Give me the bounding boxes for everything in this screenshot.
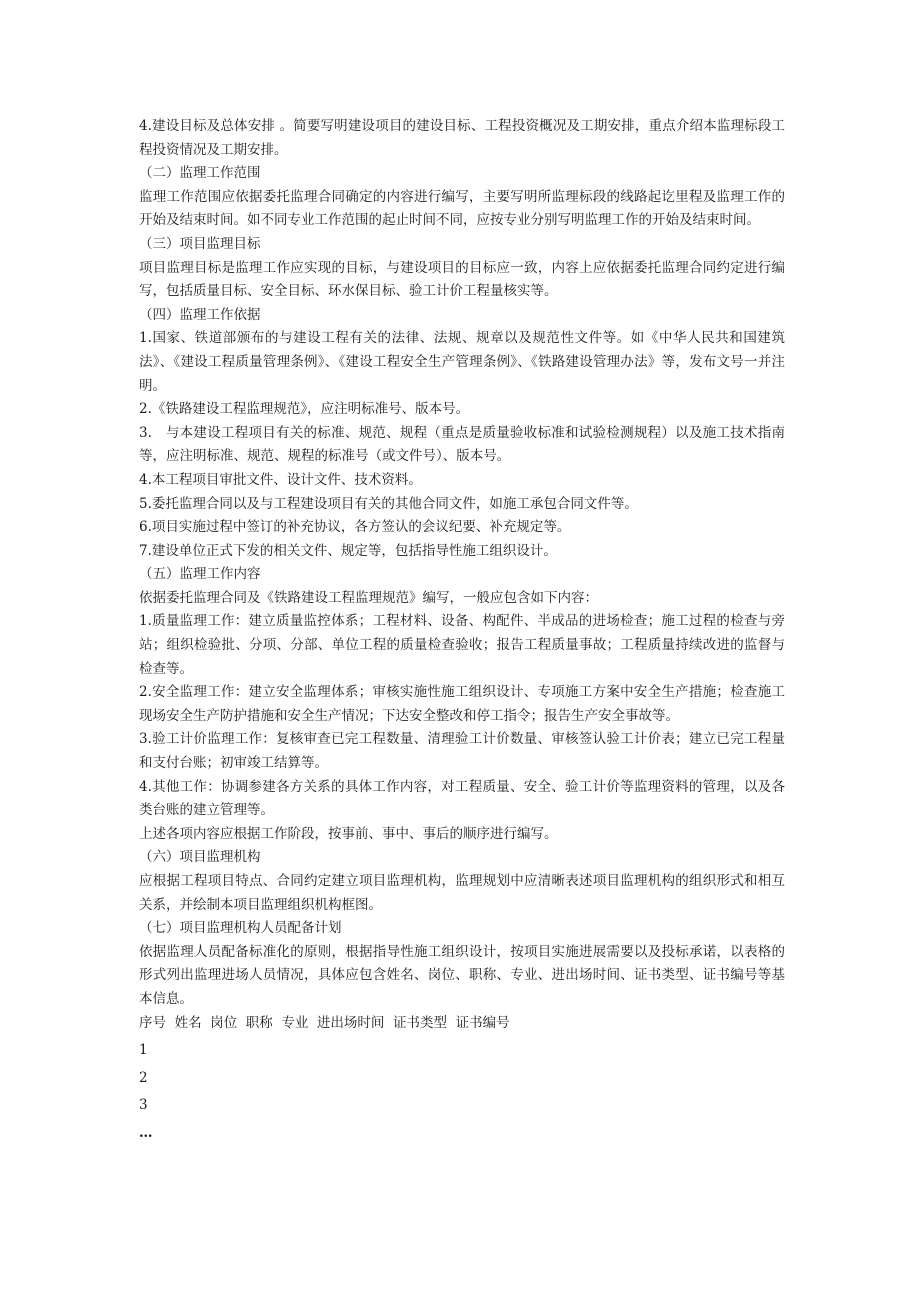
heading-scope: （二）监理工作范围 xyxy=(139,165,261,182)
heading-basis: （四）监理工作依据 xyxy=(139,306,261,323)
basis-item-2: 2.《铁路建设工程监理规范》，应注明标准号、版本号。 xyxy=(139,401,470,418)
content-item-quality: 1.质量监理工作：建立质量监控体系；工程材料、设备、构配件、半成品的进场检查；施工过程的检查与旁站；组织检验批、分项、分部、单位工程的质量检查验收；报告工程质量事故；工程质量持续改进的监督与检查等。 xyxy=(139,613,785,677)
basis-item-6: 6.项目实施过程中签订的补充协议，各方签认的会议纪要、补充规定等。 xyxy=(139,519,571,536)
paragraph-scope: 监理工作范围应依据委托监理合同确定的内容进行编写，主要写明所监理标段的线路起讫里程及监理工作的开始及结束时间。如不同专业工作范围的起止时间不同，应按专业分别写明监理工作的开始及结束时间。 xyxy=(139,188,785,229)
paragraph-organization: 应根据工程项目特点、合同约定建立项目监理机构，监理规划中应清晰表述项目监理机构的组织形式和相互关系，并绘制本项目监理组织机构框图。 xyxy=(139,873,785,913)
staff-table-row-ellipsis: … xyxy=(139,1124,152,1141)
paragraph-construction-goals: 4.建设目标及总体安排 。简要写明建设项目的建设目标、工程投资概况及工期安排，重点介绍本监理标段工程投资情况及工期安排。 xyxy=(139,118,785,158)
staff-table-row: 3 xyxy=(139,1097,148,1114)
content-item-safety: 2.安全监理工作：建立安全监理体系；审核实施性施工组织设计、专项施工方案中安全生产措施；检查施工现场安全生产防护措施和安全生产情况；下达安全整改和停工指令；报告生产安全事故等。 xyxy=(139,684,785,724)
staff-table-row: 2 xyxy=(139,1069,148,1086)
paragraph-objectives: 项目监理目标是监理工作应实现的目标，与建设项目的目标应一致，内容上应依据委托监理合同约定进行编写，包括质量目标、安全目标、环水保目标、验工计价工程量核实等。 xyxy=(139,259,785,300)
basis-item-1: 1.国家、铁道部颁布的与建设工程有关的法律、法规、规章以及规范性文件等。如《中华人民共和国建筑法》、《建设工程质量管理条例》、《建设工程安全生产管理条例》、《铁路建设管理办法》等，发布文号一并注明。 xyxy=(139,330,785,394)
heading-staffing: （七）项目监理机构人员配备计划 xyxy=(139,920,342,937)
basis-item-4: 4.本工程项目审批文件、设计文件、技术资料。 xyxy=(139,471,422,488)
heading-objectives: （三）项目监理目标 xyxy=(139,235,261,252)
paragraph-content-intro: 依据委托监理合同及《铁路建设工程监理规范》编写，一般应包含如下内容： xyxy=(139,589,598,606)
basis-item-3: 3. 与本建设工程项目有关的标准、规范、规程（重点是质量验收标准和试验检测规程）以及施工技术指南等，应注明标准、规范、规程的标准号（或文件号）、版本号。 xyxy=(139,424,785,465)
content-item-valuation: 3.验工计价监理工作：复核审查已完工程数量、清理验工计价数量、审核签认验工计价表；建立已完工程量和支付台账；初审竣工结算等。 xyxy=(139,731,785,772)
staff-table-row: 1 xyxy=(139,1042,148,1059)
basis-item-7: 7.建设单位正式下发的相关文件、规定等，包括指导性施工组织设计。 xyxy=(139,542,557,559)
paragraph-content-order: 上述各项内容应根据工作阶段，按事前、事中、事后的顺序进行编写。 xyxy=(139,825,558,842)
heading-content: （五）监理工作内容 xyxy=(139,566,261,583)
content-item-other: 4.其他工作：协调参建各方关系的具体工作内容，对工程质量、安全、验工计价等监理资料的管理，以及各类台账的建立管理等。 xyxy=(139,778,785,819)
heading-organization: （六）项目监理机构 xyxy=(139,849,261,866)
staff-table-header: 序号 姓名 岗位 职称 专业 进出场时间 证书类型 证书编号 xyxy=(139,1014,510,1031)
basis-item-5: 5.委托监理合同以及与工程建设项目有关的其他合同文件，如施工承包合同文件等。 xyxy=(139,495,638,512)
document-body xyxy=(139,115,785,1146)
paragraph-staffing: 依据监理人员配备标准化的原则，根据指导性施工组织设计，按项目实施进展需要以及投标承诺，以表格的形式列出监理进场人员情况，具体应包含姓名、岗位、职称、专业、进出场时间、证书类型、证书编号等基本信息。 xyxy=(139,943,785,1007)
